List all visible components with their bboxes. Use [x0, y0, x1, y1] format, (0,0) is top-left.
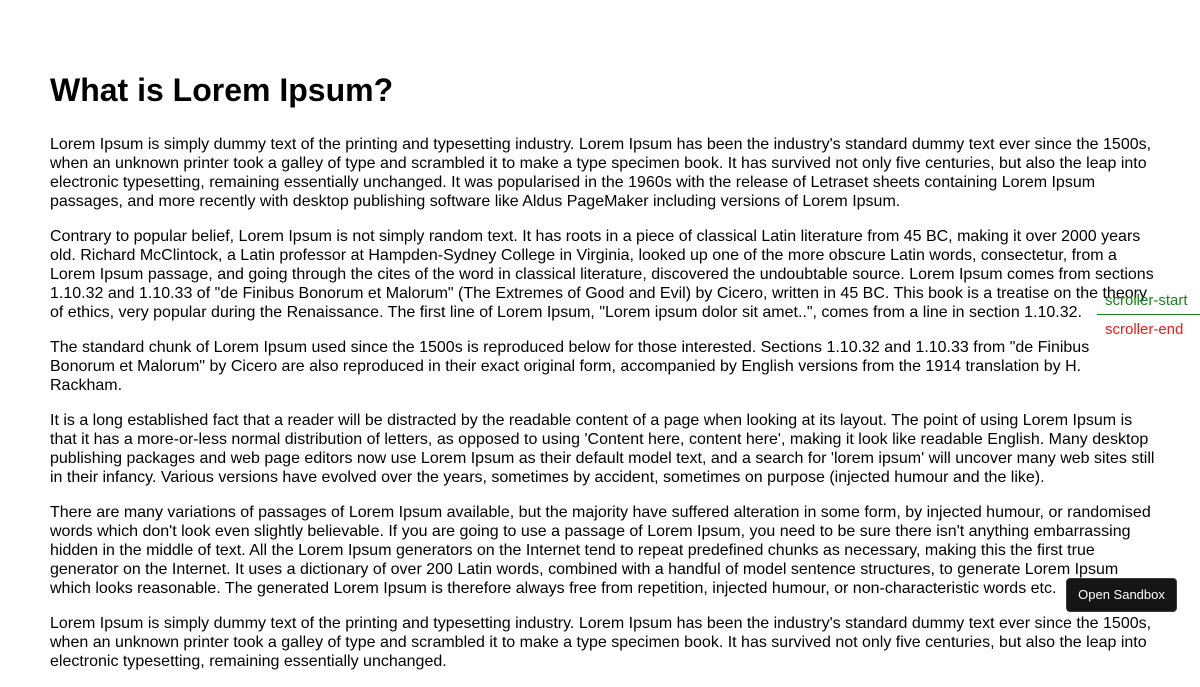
open-sandbox-button[interactable]: Open Sandbox: [1066, 578, 1177, 612]
article-paragraph-4: It is a long established fact that a reader will be distracted by the readable content of a page when looking at its layout. The point of using Lorem Ipsum is that it has a more-or-less normal distribution of letters, as opposed to using 'Content here, content here', making it look like readable English. Many desktop publishing packages and web page editors now use Lorem Ipsum as their default model text, and a search for 'lorem ipsum' will uncover many web sites still in their infancy. Various versions have evolved over the years, sometimes by accident, sometimes on purpose (injected humour and the like).: [50, 412, 1155, 486]
scroller-start-marker: scroller-start: [1097, 291, 1200, 315]
article-paragraph-2: Contrary to popular belief, Lorem Ipsum is not simply random text. It has roots in a piece of classical Latin literature from 45 BC, making it over 2000 years old. Richard McClintock, a Latin professor at Hampden-Sydney College in Virginia, looked up one of the more obscure Latin words, consectetur, from a Lorem Ipsum passage, and going through the cites of the word in classical literature, discovered the undoubtable source. Lorem Ipsum comes from sections 1.10.32 and 1.10.33 of "de Finibus Bonorum et Malorum" (The Extremes of Good and Evil) by Cicero, written in 45 BC. This book is a treatise on the theory of ethics, very popular during the Renaissance. The first line of Lorem Ipsum, "Lorem ipsum dolor sit amet..", comes from a line in section 1.10.32.: [50, 228, 1154, 321]
scroller-end-marker: scroller-end: [1105, 321, 1184, 338]
article-paragraph-3: The standard chunk of Lorem Ipsum used since the 1500s is reproduced below for those interested. Sections 1.10.32 and 1.10.33 from "de Finibus Bonorum et Malorum" by Cicero are also reproduced in their exact original form, accompanied by English versions from the 1914 translation by H. Rackham.: [50, 339, 1090, 394]
page-title: What is Lorem Ipsum?: [50, 72, 394, 108]
article-paragraph-1: Lorem Ipsum is simply dummy text of the printing and typesetting industry. Lorem Ipsum has been the industry's standard dummy text ever since the 1500s, when an unknown printer took a galley of type and scrambled it to make a type specimen book. It has survived not only five centuries, but also the leap into electronic typesetting, remaining essentially unchanged. It was popularised in the 1960s with the release of Letraset sheets containing Lorem Ipsum passages, and more recently with desktop publishing software like Aldus PageMaker including versions of Lorem Ipsum.: [50, 136, 1152, 210]
article-paragraph-6: Lorem Ipsum is simply dummy text of the printing and typesetting industry. Lorem Ipsum has been the industry's standard dummy text ever since the 1500s, when an unknown printer took a galley of type and scrambled it to make a type specimen book. It has survived not only five centuries, but also the leap into electronic typesetting, remaining essentially unchanged.: [50, 615, 1152, 670]
article-paragraph-5: There are many variations of passages of Lorem Ipsum available, but the majority have suffered alteration in some form, by injected humour, or randomised words which don't look even slightly believable. If you are going to use a passage of Lorem Ipsum, you need to be sure there isn't anything embarrassing hidden in the middle of text. All the Lorem Ipsum generators on the Internet tend to repeat predefined chunks as necessary, making this the first true generator on the Internet. It uses a dictionary of over 200 Latin words, combined with a handful of model sentence structures, to generate Lorem Ipsum which looks reasonable. The generated Lorem Ipsum is therefore always free from repetition, injected humour, or non-characteristic words etc.: [50, 504, 1151, 597]
article: [50, 0, 1155, 687]
